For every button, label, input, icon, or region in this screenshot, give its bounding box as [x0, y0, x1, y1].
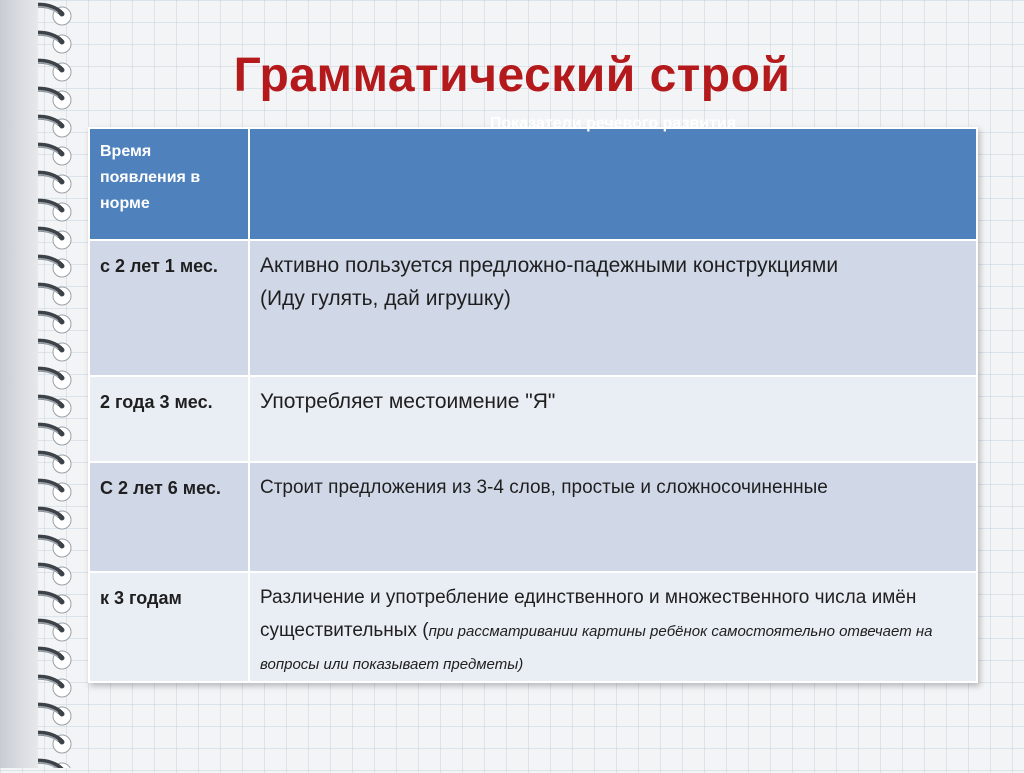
cell-time: [89, 240, 249, 376]
spiral-binding-rings-icon: [0, 0, 80, 768]
binding-ring-icon: [4, 425, 71, 445]
time-text: 2 года 3 мес.: [100, 392, 213, 412]
cell-indicator: [249, 572, 977, 682]
slide-title: Грамматический строй: [233, 49, 791, 102]
indicator-main: Различение и употребление единственного и множественного числа имён существительных (: [260, 587, 917, 641]
header-time: [89, 128, 249, 240]
table-row: [89, 376, 977, 462]
binding-ring-icon: [4, 257, 71, 277]
time-text: с 2 лет 1 мес.: [100, 256, 218, 276]
indicator-line: Активно пользуется предложно-падежными конструкциями: [260, 254, 839, 277]
binding-ring-icon: [4, 509, 71, 529]
binding-ring-icon: [4, 369, 71, 389]
binding-ring-icon: [4, 145, 71, 165]
header-indicators-label: Показатели речевого развития: [489, 115, 737, 132]
indicator-text: [250, 241, 976, 315]
binding-ring-icon: [4, 705, 71, 725]
speech-development-table: [88, 115, 978, 683]
time-text: С 2 лет 6 мес.: [100, 478, 221, 498]
binding-ring-icon: [4, 733, 71, 753]
header-time-label: Время появления в норме: [100, 143, 201, 212]
binding-ring-icon: [4, 761, 71, 768]
binding-ring-icon: [4, 173, 71, 193]
binding-ring-icon: [4, 229, 71, 249]
binding-ring-icon: [4, 313, 71, 333]
binding-ring-icon: [4, 649, 71, 669]
table-header-row: [89, 128, 977, 240]
binding-ring-icon: [4, 593, 71, 613]
table-row: [89, 240, 977, 376]
indicator-text: Употребляет местоимение "Я": [260, 390, 556, 413]
cell-time: [89, 376, 249, 462]
binding-ring-icon: [4, 537, 71, 557]
binding-ring-icon: [4, 285, 71, 305]
indicator-text: Строит предложения из 3-4 слов, простые и сложносочиненные: [260, 477, 828, 498]
table-row: [89, 572, 977, 682]
binding-ring-icon: [4, 5, 71, 25]
binding-ring-icon: [4, 397, 71, 417]
indicator-example: (Иду гулять, дай игрушку): [260, 287, 511, 310]
binding-ring-icon: [4, 201, 71, 221]
table-row: [89, 462, 977, 572]
binding-ring-icon: [4, 677, 71, 697]
binding-ring-icon: [4, 453, 71, 473]
cell-indicator: [249, 240, 977, 376]
cell-time: [89, 462, 249, 572]
binding-ring-icon: [4, 621, 71, 641]
cell-indicator: [249, 376, 977, 462]
binding-ring-icon: [4, 341, 71, 361]
cell-time: [89, 572, 249, 682]
header-indicators: [249, 115, 977, 240]
binding-ring-icon: [4, 565, 71, 585]
indicator-text: [250, 573, 976, 680]
binding-ring-icon: [4, 117, 71, 137]
cell-indicator: [249, 462, 977, 572]
time-text: к 3 годам: [100, 588, 182, 608]
binding-ring-icon: [4, 481, 71, 501]
spiral-binding: [0, 0, 80, 768]
indicator-note: при рассматривании картины ребёнок самостоятельно отвечает на вопросы или показывает предметы): [260, 623, 933, 673]
